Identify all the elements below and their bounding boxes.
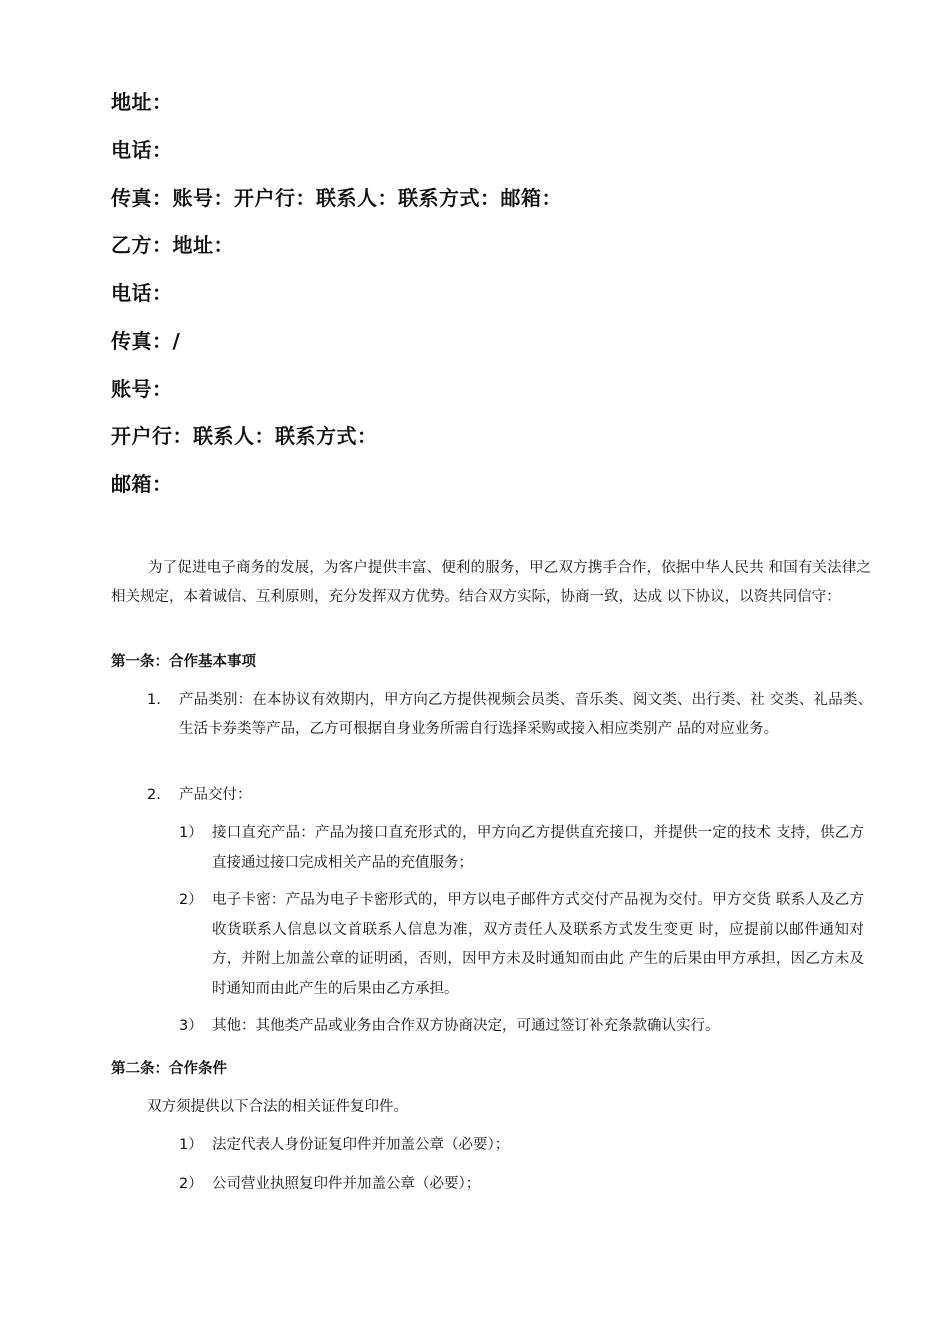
article-1-subitem-1 xyxy=(179,819,864,878)
article-2-subitem-2 xyxy=(179,1170,864,1200)
subitem-number: 1） xyxy=(179,1137,203,1153)
party-a-fax-account-bank-contact-email: 传真：账号：开户行：联系人：联系方式：邮箱： xyxy=(111,186,562,210)
article-1-subitem-3 xyxy=(179,1012,864,1042)
subitem-text: 法定代表人身份证复印件并加盖公章（必要）； xyxy=(212,1137,510,1153)
subitem-number: 2） xyxy=(179,892,203,908)
subitem-number: 2） xyxy=(179,1176,203,1192)
article-1-item-1 xyxy=(147,686,872,744)
intro-paragraph: 为了促进电子商务的发展，为客户提供丰富、便利的服务，甲乙双方携手合作，依据中华人民共 和国有关法律之相关规定，本着诚信、互利原则，充分发挥双方优势。结合双方实际，协商一致，达成 以下协议，以资共同信守： xyxy=(111,560,871,605)
item-number: 1. xyxy=(147,692,161,708)
article-2-title: 第二条：合作条件 xyxy=(111,1061,227,1077)
subitem-text: 其他：其他类产品或业务由合作双方协商决定，可通过签订补充条款确认实行。 xyxy=(212,1018,720,1034)
subitem-number: 3） xyxy=(179,1018,203,1034)
party-b-bank-contact: 开户行：联系人：联系方式： xyxy=(111,424,378,448)
article-1-item-2 xyxy=(147,781,872,810)
subitem-text: 接口直充产品：产品为接口直充形式的，甲方向乙方提供直充接口，并提供一定的技术 支持，供乙方直接通过接口完成相关产品的充值服务； xyxy=(212,825,864,871)
party-a-phone: 电话： xyxy=(111,138,173,162)
article-1-subitem-2 xyxy=(179,886,864,1004)
article-2-subitem-1 xyxy=(179,1131,864,1161)
article-1-title: 第一条：合作基本事项 xyxy=(111,654,256,670)
item-number: 2. xyxy=(147,787,161,803)
party-b-fax: 传真：/ xyxy=(111,329,181,353)
party-b-phone: 电话： xyxy=(111,281,173,305)
item-text: 产品交付： xyxy=(179,787,252,803)
party-b-email: 邮箱： xyxy=(111,472,173,496)
item-text: 产品类别：在本协议有效期内，甲方向乙方提供视频会员类、音乐类、阅文类、出行类、社 交类、礼品类、生活卡券类等产品，乙方可根据自身业务所需自行选择采购或接入相应类别产 品的对应业务。 xyxy=(179,692,872,737)
article-2-lead: 双方须提供以下合法的相关证件复印件。 xyxy=(147,1099,408,1115)
party-a-address: 地址： xyxy=(111,90,173,114)
subitem-text: 电子卡密：产品为电子卡密形式的，甲方以电子邮件方式交付产品视为交付。甲方交货 联系人及乙方收货联系人信息以文首联系人信息为准，双方责任人及联系方式发生变更 时，应提前以邮件通知对方，并附上加盖公章的证明函，否则，因甲方未及时通知而由此 产生的后果由甲方承担，因乙方未及时通知而由此产生的后果由乙方承担。 xyxy=(212,892,864,997)
subitem-number: 1） xyxy=(179,825,203,841)
party-b-account: 账号： xyxy=(111,377,173,401)
subitem-text: 公司营业执照复印件并加盖公章（必要）； xyxy=(212,1176,481,1192)
party-b-address: 乙方：地址： xyxy=(111,233,234,257)
